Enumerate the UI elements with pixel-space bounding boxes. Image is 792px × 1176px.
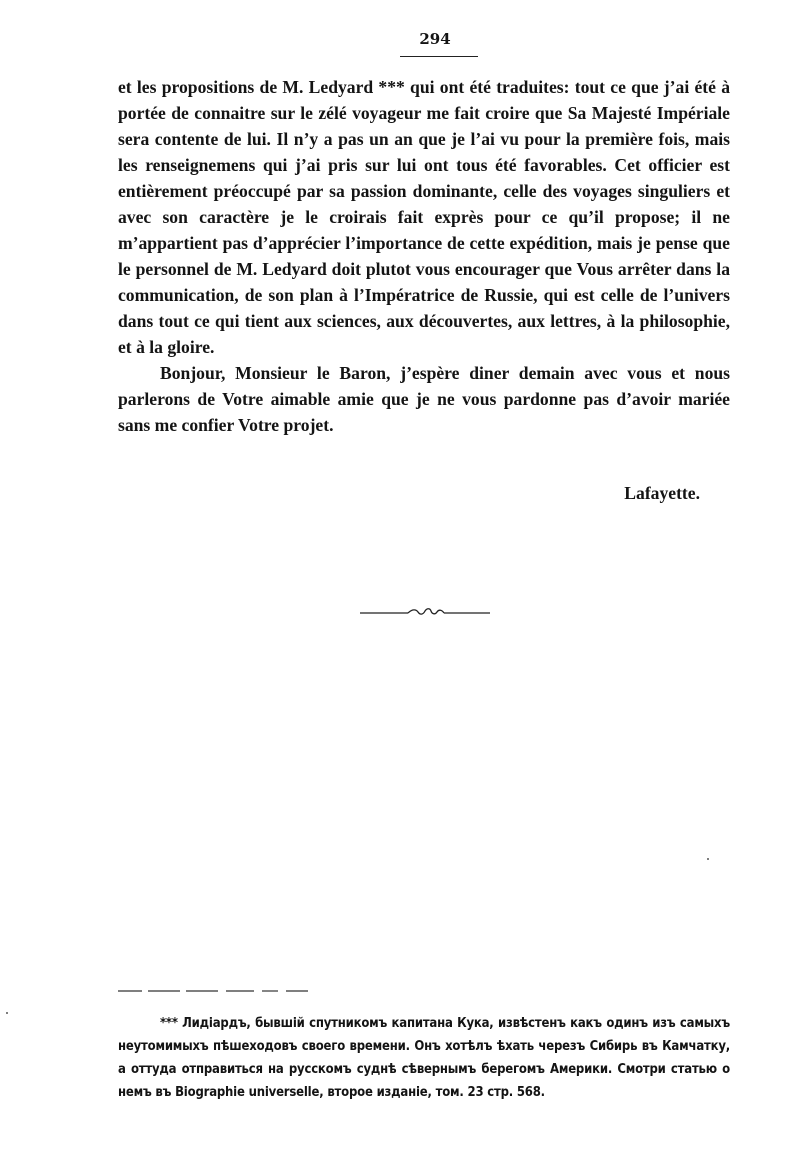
- footnote: [118, 1012, 730, 1104]
- letter-body: [118, 74, 730, 438]
- page-number-rule: [400, 56, 478, 57]
- scan-speck: [6, 1012, 8, 1014]
- letter-paragraph-1: et les propositions de M. Ledyard *** qui ont été traduites: tout ce que j’ai été à portée de connaitre sur le zélé voyageur me fait croire que Sa Majesté Impériale sera contente de lui. Il n’y a pas un an que je l’ai vu pour la première fois, mais les renseignemens qui j’ai pris sur lui ont tous été favorables. Cet officier est entièrement préoccupé par sa passion dominante, celle des voyages singuliers et avec son caractère je le croirais fait exprès pour ce qu’il propose; il ne m’appartient pas d’apprécier l’importance de cette expédition, mais je pense que le personnel de M. Ledyard doit plutot vous encourager que Vous arrêter dans la communication, de son plan à l’Impératrice de Russie, qui est celle de l’univers dans tout ce qui tient aux sciences, aux découvertes, aux lettres, à la philosophie, et à la gloire.: [118, 77, 730, 357]
- signature: Lafayette.: [624, 483, 700, 503]
- scan-speck: [707, 858, 709, 860]
- footnote-separator: [118, 989, 308, 993]
- flourish-divider-icon: [360, 600, 492, 624]
- letter-paragraph-2: Bonjour, Monsieur le Baron, j’espère diner demain avec vous et nous parlerons de Votre aimable amie que je ne vous pardonne pas d’avoir mariée sans me confier Votre projet.: [118, 363, 730, 435]
- page-number: 294: [419, 30, 451, 48]
- footnote-text: *** Лидіардъ, бывшій спутникомъ капитана Кука, извѣстенъ какъ одинъ изъ самыхъ неутомимыхъ пѣшеходовъ своего времени. Онъ хотѣлъ ѣхать черезъ Сибирь въ Камчатку, а оттуда отправиться на русскомъ суднѣ сѣвернымъ берегомъ Америки. Смотри статью о немъ въ Biographie universelle, второе изданіе, том. 23 стр. 568.: [118, 1016, 730, 1100]
